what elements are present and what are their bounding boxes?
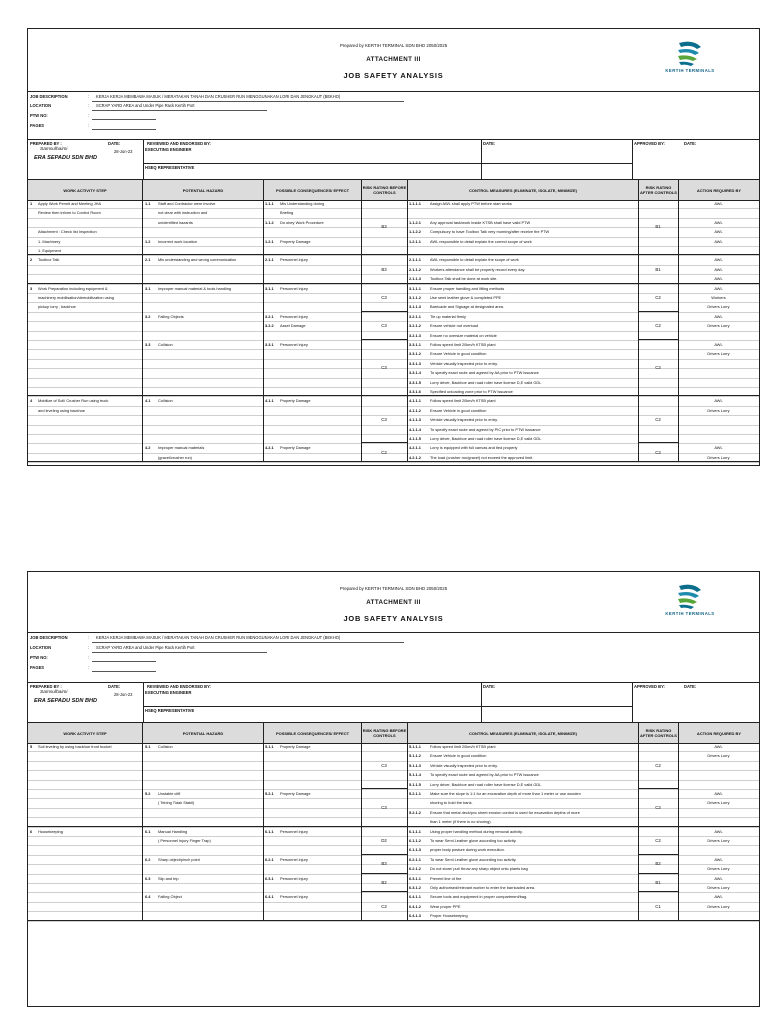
- hazard-text: ( Personnel Injury Finger Trap): [158, 838, 211, 843]
- control-text: Vehicle visually inspected prior to entry.: [430, 417, 498, 423]
- consequence-text: Property Damage: [280, 398, 311, 404]
- control-number: 6.1.1.3: [409, 847, 421, 853]
- header-action: ACTION REQUIRED BY: [678, 723, 759, 743]
- job-description-value: KERJA KERJA MEMBAWA MASUK / MERATAKAN TANAH DAN CRUSHER RUN MENGGUNAKAN LORI DAN JENGKAUT (BEKHO): [96, 635, 341, 640]
- control-number: 2.1.1.1: [409, 257, 421, 263]
- header-hazard: POTENTIAL HAZARD: [142, 723, 263, 743]
- step-number: 6: [30, 828, 33, 834]
- consequence-number: 1.2.1: [265, 238, 274, 244]
- hazard-text: Improper manual material & tools handling: [158, 285, 232, 291]
- risk-rating-before: C2: [381, 903, 387, 909]
- preparer-date: 28-Jun-23: [114, 149, 133, 154]
- date-label: DATE:: [108, 684, 121, 689]
- control-text: Follow speed limit 20km/h KTSB plant: [430, 744, 496, 749]
- consequence-number: 1.1.1: [265, 201, 274, 206]
- control-text: Follow speed limit 20km/h KTSB plant: [430, 398, 496, 404]
- hazard-number: 6.2: [145, 856, 151, 862]
- hazard-number: 3.1: [145, 285, 151, 291]
- action-text: Drivers Lorry: [707, 454, 730, 460]
- jsa-page-2: Prepared by KERTIH TERMINAL SDN BHD 2050/2025 ATTACHMENT III JOB SAFETY ANALYSIS KERTIH TERMINALS JOB DESCRIPTION : KERJA KERJA MEMBAWA MASUK / MERATAKAN TANAH DAN CRUSHER RUN MENGGUNAKAN LORI DAN JENGKAUT (BEKHO) LOCATION : SCRAP YARD AREA and Under Pipe Rack Kertih Port PTW NO: : PAGES : PREPARED BY : DATE: Samsulhaimi 28-Jun-23 ERA SEPADU SDN BHD REVIEWED AND ENDORSED BY: EXECUTING ENGINEER HSEQ REPRESENTATIVE DATE: APPROVED BY: DATE: WORK ACTIVITY STEP POTENTIAL HAZARD POSSIBLE CONSEQUENCES/ EFFECT RISK RATING BEFORE CONTROLS CONTROL MEASURES (ELIMINATE, ISOLATE, MINIMIZE) RISK RATING AFTER CONTROLS ACTION REQUIRED BY 5 Soil leveling by using backhoe front bucket 5.1 Collision 5.1.1 Property Damage 5.1.1.1 Follow speed limit 20km/h KTSB plant AWL 5.1.1.2 Ensure Vehicle in good condition Drivers Lorry 5.1.1.3 Vehicle visually inspected prior to entry. 5.1.1.4 To specify exact route and agreed by AA prior to PTW issuance 5.1.1.5 Lorry driver, Backhoe and road roller have license D,E valid GDL 5.2 Unstable cliff 5.2.1 Property Damage 5.2.1.1 Make sure the slope is 1:1 for an excavation depth of more than 1 meter or use wooden AWL ( Tebing Tidak Stabil) shoring to hold the bank. Drivers Lorry 5.2.1.2 Ensure that metal deck/pvc sheet erosion control is used for excavation depths of more than 1 meter (if there is no shoring). 6 Housekeeping 6.1 Manual Handling 6.1.1 Personnel injury 6.1.1.1 Using proper handling method during removal activity. AWL ( Personnel Injury Finger Trap) 6.1.1.2 To wear Semi Leather glove according too activity. Drivers Lorry 6.1.1.3 proper body posture during work execution. 6.2 Sharp object/pinch point 6.2.1 Personnel injury 6.2.1.1 To wear Semi Leather glove according too activity. AWL 6.2.1.2 Do not store/ put/ throw any sharp object onto plants bag Drivers Lorry 6.3 Slip and trip 6.3.1 Personnel injury 6.3.1.1 Prevent line of fire AWL 6.3.1.2 Only authorised/relevant worker to enter the barricaded area. Drivers Lorry 6.4 Falling Object 6.4.1 Personnel injury 6.4.1.1 Secure tools and equipment in proper compartment/bag. AWL 6.4.1.2 Wear proper PPE Drivers Lorry 6.4.1.3 Proper Housekeeping C3 C2 C3 C2 D2 C2 B3 B2 B2 B1 C2 C1: [27, 571, 760, 1007]
- step-text: pickup lorry , backhoe: [38, 304, 76, 310]
- consequence-text: Personnel injury: [280, 856, 308, 862]
- consequence-text: Personnel injury: [280, 257, 308, 263]
- table-header: [28, 179, 759, 201]
- approved-label: APPROVED BY:: [634, 684, 665, 689]
- control-number: 4.1.1.3: [409, 417, 421, 423]
- executing-engineer: EXECUTING ENGINEER: [145, 690, 192, 695]
- control-number: 5.1.1.5: [409, 781, 421, 787]
- consequence-text: Personnel injury: [280, 342, 308, 347]
- header-hazard: POTENTIAL HAZARD: [142, 180, 263, 200]
- control-text: Use semi leather glove & completed PPE: [430, 295, 502, 300]
- control-text: To specify exact route and agreed by AA prior to PTW issuance: [430, 772, 539, 778]
- control-text: Do not store/ put/ throw any sharp object onto plants bag: [430, 866, 528, 872]
- control-number: 1.1.1.1: [409, 201, 421, 206]
- hazard-text: not clear with instruction and: [158, 210, 208, 216]
- hazard-text: Improper manual materials: [158, 445, 205, 451]
- step-text: Apply Work Permit and Meeting JHA: [38, 201, 102, 206]
- action-text: AWL: [714, 201, 723, 206]
- date-label-3: DATE:: [684, 141, 697, 146]
- consequence-text: Personnel injury: [280, 894, 308, 900]
- header-risk-after: RISK RATING AFTER CONTROLS: [638, 723, 678, 743]
- control-number: 4.1.1.1: [409, 398, 421, 404]
- consequence-text: Do obey Work Procedure: [280, 219, 324, 225]
- risk-rating-after: C2: [655, 449, 661, 455]
- control-number: 4.1.1.5: [409, 436, 421, 441]
- jsa-table-body-2: [28, 742, 759, 1005]
- risk-rating-after: C2: [655, 416, 661, 422]
- control-text: Specified unloading zone prior to PTW issuance: [430, 389, 513, 394]
- risk-rating-after: B2: [655, 861, 661, 867]
- action-text: AWL: [714, 342, 723, 347]
- control-text: Only authorised/relevant worker to enter the barricaded area.: [430, 885, 536, 890]
- control-text: Secure tools and equipment in proper compartment/bag.: [430, 894, 528, 900]
- consequence-number: 5.2.1: [265, 791, 274, 796]
- control-text: Barricade and Signage at designated area.: [430, 304, 504, 310]
- hazard-text: Collision: [158, 744, 173, 749]
- hazard-number: 5.1: [145, 744, 151, 749]
- hazard-number: 6.3: [145, 875, 151, 881]
- consequence-number: 6.2.1: [265, 856, 274, 862]
- consequence-text: Mis Understanding during: [280, 201, 325, 206]
- step-text: Work Preparation including equipment &: [38, 285, 108, 291]
- header-consequence: POSSIBLE CONSEQUENCES/ EFFECT: [263, 723, 361, 743]
- hazard-number: 1.2: [145, 238, 151, 244]
- date-label: DATE:: [108, 141, 121, 146]
- logo-text: KERTIH TERMINALS: [665, 68, 715, 73]
- header-consequence: POSSIBLE CONSEQUENCES/ EFFECT: [263, 180, 361, 200]
- preparer-name: Samsulhaimi: [40, 147, 68, 152]
- control-number: 4.1.1.4: [409, 426, 421, 432]
- risk-rating-after: B1: [655, 266, 661, 272]
- control-number: 3.2.1.2: [409, 323, 421, 329]
- control-text: Make sure the slope is 1:1 for an excavation depth of more than 1 meter or use wooden: [430, 791, 581, 796]
- executing-engineer: EXECUTING ENGINEER: [145, 147, 192, 152]
- control-number: 1.1.2.1: [409, 219, 421, 225]
- control-number: 5.1.1.4: [409, 772, 421, 778]
- control-text: Vehicle visually inspected prior to entry.: [430, 360, 498, 366]
- hazard-text: Collision: [158, 342, 173, 347]
- step-text: 1. Machinery: [38, 238, 61, 244]
- risk-rating-before: B3: [381, 224, 387, 230]
- step-text: 1. Equipment: [38, 248, 61, 253]
- prepared-by-label: PREPARED BY :: [30, 684, 62, 689]
- control-text: Lorry driver, Backhoe and road roller have license D,E valid GDL: [430, 781, 542, 787]
- reviewed-label: REVIEWED AND ENDORSED BY:: [147, 684, 211, 689]
- hazard-text: Falling Objects: [158, 313, 184, 319]
- step-text: machinery mobilisation/demobilization using: [38, 295, 114, 300]
- hazard-text: Incorrect work location: [158, 238, 197, 244]
- risk-rating-before: C3: [381, 416, 387, 422]
- control-text: shoring to hold the bank.: [430, 800, 473, 806]
- control-number: 3.3.1.3: [409, 360, 421, 366]
- control-text: Ensure vehicle not overload: [430, 323, 479, 329]
- control-text: Follow speed limit 20km/h KTSB plant: [430, 342, 496, 347]
- action-text: AWL: [714, 257, 723, 263]
- preparer-company: ERA SEPADU SDN BHD: [34, 155, 98, 161]
- header-risk-after: RISK RATING AFTER CONTROLS: [638, 180, 678, 200]
- action-text: Drivers Lorry: [707, 323, 730, 329]
- control-text: Vehicle visually inspected prior to entry.: [430, 762, 498, 768]
- action-text: AWL: [714, 791, 723, 796]
- action-text: Drivers Lorry: [707, 800, 730, 806]
- control-text: To wear Semi Leather glove according too activity.: [430, 856, 517, 862]
- risk-rating-before: B3: [381, 861, 387, 867]
- logo-text: KERTIH TERMINALS: [665, 611, 715, 616]
- action-text: AWL: [714, 894, 723, 900]
- control-text: Ensure Vehicle in good condition: [430, 407, 487, 413]
- step-number: 1: [30, 201, 33, 206]
- consequence-number: 5.1.1: [265, 744, 274, 749]
- consequence-number: 1.1.2: [265, 219, 274, 225]
- location-value: SCRAP YARD AREA and Under Pipe Rack Kertih Port: [96, 103, 195, 108]
- action-text: AWL: [714, 238, 723, 244]
- control-text: Ensure Vehicle in good condition: [430, 753, 487, 759]
- risk-rating-after: B1: [655, 224, 661, 230]
- control-number: 3.1.1.3: [409, 304, 421, 310]
- kertih-terminals-logo: [665, 39, 715, 79]
- header-risk-before: RISK RATING BEFORE CONTROLS: [361, 180, 407, 200]
- control-text: Ensure proper handling and lifting methods: [430, 285, 505, 291]
- control-number: 4.2.1.1: [409, 445, 421, 451]
- control-text: Proper Housekeeping: [430, 913, 468, 919]
- risk-rating-before: C3: [381, 365, 387, 371]
- control-text: Lorry driver, Backhoe and road roller have license D,E valid GDL: [430, 379, 542, 385]
- action-text: Drivers Lorry: [707, 753, 730, 759]
- attachment-title: ATTACHMENT III: [366, 56, 421, 63]
- consequence-text: Briefing: [280, 210, 294, 216]
- jsa-table-body-1: [28, 199, 759, 464]
- hazard-number: 1.1: [145, 201, 151, 206]
- kertih-terminals-logo: [665, 582, 715, 622]
- consequence-text: Property Damage: [280, 445, 311, 451]
- control-text: Tie up material firmly: [430, 313, 466, 319]
- consequence-text: Property Damage: [280, 791, 311, 796]
- hazard-text: unidentified hazards: [158, 219, 193, 225]
- control-text: Ensure Vehicle in good condition: [430, 351, 487, 357]
- consequence-number: 2.1.1: [265, 257, 274, 263]
- risk-rating-before: C3: [381, 762, 387, 768]
- control-number: 5.2.1.2: [409, 809, 421, 815]
- risk-rating-after: C2: [655, 365, 661, 371]
- control-text: Lorry is equipped with full canvas and tied properly: [430, 445, 518, 451]
- header-control: CONTROL MEASURES (ELIMINATE, ISOLATE, MINIMIZE): [407, 723, 638, 743]
- hazard-number: 2.1: [145, 257, 151, 263]
- control-text: To wear Semi Leather glove according too activity.: [430, 838, 517, 843]
- control-number: 6.4.1.2: [409, 903, 421, 909]
- consequence-number: 6.3.1: [265, 875, 274, 881]
- control-number: 5.1.1.3: [409, 762, 421, 768]
- hazard-text: Staff and Contractor were involve: [158, 201, 216, 206]
- control-text: Ensure that metal deck/pvc sheet erosion control is used for excavation depths of more: [430, 809, 580, 815]
- consequence-text: Asset Damage: [280, 323, 306, 329]
- action-text: Drivers Lorry: [707, 407, 730, 413]
- control-text: AWL responsible to detail explain the scope of work: [430, 257, 519, 263]
- hazard-text: Unstable cliff: [158, 791, 181, 796]
- header-control: CONTROL MEASURES (ELIMINATE, ISOLATE, MINIMIZE): [407, 180, 638, 200]
- hazard-number: 5.2: [145, 791, 151, 796]
- action-text: Drivers Lorry: [707, 351, 730, 357]
- hazard-text: Falling Object: [158, 894, 182, 900]
- jsa-page-1: Prepared by KERTIH TERMINAL SDN BHD 2050/2025 ATTACHMENT III JOB SAFETY ANALYSIS KERTIH TERMINALS JOB DESCRIPTION : KERJA KERJA MEMBAWA MASUK / MERATAKAN TANAH DAN CRUSHER RUN MENGGUNAKAN LORI DAN JENGKAUT (BEKHO) LOCATION : SCRAP YARD AREA and Under Pipe Rack Kertih Port PTW NO: : PAGES : PREPARED BY : DATE: Samsulhaimi 28-Jun-23 ERA SEPADU SDN BHD REVIEWED AND ENDORSED BY: EXECUTING ENGINEER HSEQ REPRESENTATIVE DATE: APPROVED BY: DATE: WORK ACTIVITY STEP POTENTIAL HAZARD POSSIBLE CONSEQUENCES/ EFFECT RISK RATING BEFORE CONTROLS CONTROL MEASURES (ELIMINATE, ISOLATE, MINIMIZE) RISK RATING AFTER CONTROLS ACTION REQUIRED BY 1 Apply Work Permit and Meeting JHA 1.1 Staff and Contractor were involve 1.1.1 Mis Understanding during 1.1.1.1 Assign AWL shall apply PTW before start works AWL Review then inform to Control Room not clear with instruction and Briefing unidentified hazards 1.1.2 Do obey Work Procedure 1.1.2.1 Any approval task/work inside KTSB shall have valid PTW AWL Attachment : Check list Inspection 1.1.2.2 Compulsory to have Toolbox Talk very morning/after receive the PTW AWL 1. Machinery 1.2 Incorrect work location 1.2.1 Property Damage 1.2.1.1 AWL responsible to detail explain the correct scope of work AWL 1. Equipment 2 Toolbox Talk 2.1 Mis understanding and wrong communication 2.1.1 Personnel injury 2.1.1.1 AWL responsible to detail explain the scope of work AWL 2.1.1.2 Workers attendance shall be properly record every day. AWL 2.1.1.3 Toolbox Talk shall be done at work site. AWL 3 Work Preparation including equipment & 3.1 Improper manual material & tools handling 3.1.1 Personnel injury 3.1.1.1 Ensure proper handling and lifting methods AWL machinery mobilisation/demobilization using 3.1.1.2 Use semi leather glove & completed PPE Workers pickup lorry , backhoe 3.1.1.3 Barricade and Signage at designated area. Drivers Lorry 3.2 Falling Objects 3.2.1 Personnel injury 3.2.1.1 Tie up material firmly AWL 3.2.2 Asset Damage 3.2.1.2 Ensure vehicle not overload Drivers Lorry 3.2.1.3 Ensure no oversize material on vehicle 3.3 Collision 3.3.1 Personnel injury 3.3.1.1 Follow speed limit 20km/h KTSB plant AWL 3.3.1.2 Ensure Vehicle in good condition Drivers Lorry 3.3.1.3 Vehicle visually inspected prior to entry. 3.3.1.4 To specify exact route and agreed by AA prior to PTW issuance 3.3.1.5 Lorry driver, Backhoe and road roller have license D,E valid GDL 3.3.1.6 Specified unloading zone prior to PTW issuance 4 Mobilize of Soil/ Crusher Run using truck 4.1 Collision 4.1.1 Property Damage 4.1.1.1 Follow speed limit 20km/h KTSB plant AWL and leveling using backhoe 4.1.1.2 Ensure Vehicle in good condition Drivers Lorry 4.1.1.3 Vehicle visually inspected prior to entry. 4.1.1.4 To specify exact route and agreed by PIC prior to PTW issuance 4.1.1.5 Lorry driver, Backhoe and road roller have license D,E valid GDL 4.2 Improper manual materials 4.2.1 Property Damage 4.2.1.1 Lorry is equipped with full canvas and tied properly AWL (gravel/crusher run) 4.2.1.2 The load (crusher run/gravel) not exceed the approved limit. Drivers Lorry B3 B1 B3 B1 C3 C2 C3 C2 C3 C2 C3 C2 C2 C2: [27, 28, 760, 466]
- risk-rating-before: B3: [381, 266, 387, 272]
- risk-rating-before: D2: [381, 837, 387, 843]
- control-number: 6.1.1.2: [409, 838, 421, 843]
- control-number: 6.4.1.1: [409, 894, 421, 900]
- action-text: Drivers Lorry: [707, 866, 730, 872]
- hazard-number: 6.1: [145, 828, 151, 834]
- control-text: AWL responsible to detail explain the correct scope of work: [430, 238, 532, 244]
- action-text: AWL: [714, 229, 723, 235]
- control-text: Assign AWL shall apply PTW before start works: [430, 201, 512, 206]
- approved-label: APPROVED BY:: [634, 141, 665, 146]
- step-text: Toolbox Talk: [38, 257, 60, 263]
- hazard-text: Manual Handling: [158, 828, 188, 834]
- reviewed-label: REVIEWED AND ENDORSED BY:: [147, 141, 211, 146]
- control-number: 3.1.1.1: [409, 285, 421, 291]
- control-number: 3.2.1.3: [409, 332, 421, 338]
- action-text: Workers: [711, 295, 726, 300]
- consequence-text: Personnel injury: [280, 828, 308, 834]
- control-text: To specify exact route and agreed by AA prior to PTW issuance: [430, 370, 539, 376]
- header-risk-before: RISK RATING BEFORE CONTROLS: [361, 723, 407, 743]
- prepared-by-label: PREPARED BY :: [30, 141, 62, 146]
- date-label-2: DATE:: [483, 684, 496, 689]
- hazard-number: 4.2: [145, 445, 151, 451]
- date-label-2: DATE:: [483, 141, 496, 146]
- control-text: Wear proper PPE: [430, 903, 461, 909]
- action-text: AWL: [714, 219, 723, 225]
- step-text: Housekeeping: [38, 828, 63, 834]
- hazard-number: 6.4: [145, 894, 151, 900]
- control-number: 5.1.1.2: [409, 753, 421, 759]
- consequence-number: 4.2.1: [265, 445, 274, 451]
- control-text: Compulsory to have Toolbox Talk very morning/after receive the PTW: [430, 229, 550, 235]
- control-text: than 1 meter (if there is no shoring).: [430, 819, 492, 825]
- control-number: 4.1.1.2: [409, 407, 421, 413]
- control-text: The load (crusher run/gravel) not exceed the approved limit.: [430, 454, 534, 460]
- control-number: 5.1.1.1: [409, 744, 421, 749]
- action-text: AWL: [714, 313, 723, 319]
- control-text: Any approval task/work inside KTSB shall have valid PTW: [430, 219, 531, 225]
- action-text: AWL: [714, 285, 723, 291]
- consequence-number: 4.1.1: [265, 398, 274, 404]
- consequence-number: 6.1.1: [265, 828, 274, 834]
- risk-rating-after: C2: [655, 804, 661, 810]
- control-number: 6.2.1.1: [409, 856, 421, 862]
- preparer-date: 28-Jun-23: [114, 692, 133, 697]
- control-number: 4.2.1.2: [409, 454, 421, 460]
- hazard-number: 3.2: [145, 313, 151, 319]
- control-text: Lorry driver, Backhoe and road roller have license D,E valid GDL: [430, 436, 542, 441]
- date-label-3: DATE:: [684, 684, 697, 689]
- risk-rating-after: C2: [655, 322, 661, 328]
- header-step: WORK ACTIVITY STEP: [63, 187, 107, 193]
- risk-rating-before: C3: [381, 804, 387, 810]
- consequence-text: Personnel injury: [280, 875, 308, 881]
- prepared-by-company: Prepared by KERTIH TERMINAL SDN BHD 2050/2025: [339, 586, 448, 591]
- control-number: 3.3.1.1: [409, 342, 421, 347]
- control-text: proper body posture during work execution.: [430, 847, 505, 853]
- consequence-text: Property Damage: [280, 238, 311, 244]
- risk-rating-after: C2: [655, 294, 661, 300]
- control-number: 6.4.1.3: [409, 913, 421, 919]
- control-number: 3.2.1.1: [409, 313, 421, 319]
- consequence-text: Personnel injury: [280, 313, 308, 319]
- control-text: Prevent line of fire: [430, 875, 462, 881]
- control-number: 1.2.1.1: [409, 238, 421, 244]
- hazard-text: Collision: [158, 398, 173, 404]
- control-text: Toolbox Talk shall be done at work site.: [430, 276, 498, 282]
- header-step: WORK ACTIVITY STEP: [63, 730, 107, 736]
- control-number: 6.3.1.2: [409, 885, 421, 890]
- action-text: AWL: [714, 828, 723, 834]
- risk-rating-after: C2: [655, 837, 661, 843]
- control-number: 2.1.1.3: [409, 276, 421, 282]
- control-number: 6.1.1.1: [409, 828, 421, 834]
- action-text: Drivers Lorry: [707, 838, 730, 843]
- consequence-number: 3.1.1: [265, 285, 274, 291]
- prepared-by-company: Prepared by KERTIH TERMINAL SDN BHD 2050/2025: [339, 43, 448, 48]
- control-number: 3.3.1.2: [409, 351, 421, 357]
- risk-rating-after: B1: [655, 880, 661, 885]
- action-text: AWL: [714, 276, 723, 282]
- hazard-text: Mis understanding and wrong communication: [158, 257, 237, 263]
- control-number: 3.3.1.5: [409, 379, 421, 385]
- hseq-representative: HSEQ REPRESENTATIVE: [145, 165, 195, 170]
- preparer-company: ERA SEPADU SDN BHD: [34, 698, 98, 704]
- action-text: AWL: [714, 856, 723, 862]
- risk-rating-after: C1: [655, 903, 661, 909]
- step-number: 5: [30, 744, 33, 749]
- control-text: To specify exact route and agreed by PIC prior to PTW issuance: [430, 426, 541, 432]
- risk-rating-before: C3: [381, 322, 387, 328]
- control-text: Using proper handling method during removal activity.: [430, 828, 523, 834]
- consequence-number: 3.2.1: [265, 313, 274, 319]
- document-title: JOB SAFETY ANALYSIS: [343, 614, 444, 623]
- hazard-text: (gravel/crusher run): [158, 454, 192, 460]
- action-text: AWL: [714, 398, 723, 404]
- risk-rating-before: B2: [381, 880, 387, 885]
- hseq-representative: HSEQ REPRESENTATIVE: [145, 708, 195, 713]
- action-text: Drivers Lorry: [707, 885, 730, 890]
- control-number: 3.3.1.6: [409, 389, 421, 394]
- consequence-number: 3.3.1: [265, 342, 274, 347]
- control-number: 6.2.1.2: [409, 866, 421, 872]
- step-number: 4: [30, 398, 33, 404]
- action-text: Drivers Lorry: [707, 304, 730, 310]
- attachment-title: ATTACHMENT III: [366, 599, 421, 606]
- control-text: Ensure no oversize material on vehicle: [430, 332, 497, 338]
- step-text: Mobilize of Soil/ Crusher Run using truck: [38, 398, 109, 404]
- document-title: JOB SAFETY ANALYSIS: [343, 71, 444, 80]
- action-text: AWL: [714, 875, 723, 881]
- hazard-text: ( Tebing Tidak Stabil): [158, 800, 195, 806]
- control-number: 6.3.1.1: [409, 875, 421, 881]
- job-description-value: KERJA KERJA MEMBAWA MASUK / MERATAKAN TANAH DAN CRUSHER RUN MENGGUNAKAN LORI DAN JENGKAUT (BEKHO): [96, 94, 341, 99]
- control-number: 5.2.1.1: [409, 791, 421, 796]
- action-text: AWL: [714, 266, 723, 272]
- step-number: 3: [30, 285, 33, 291]
- risk-rating-before: C3: [381, 294, 387, 300]
- consequence-text: Personnel injury: [280, 285, 308, 291]
- hazard-number: 4.1: [145, 398, 151, 404]
- control-number: 3.3.1.4: [409, 370, 421, 376]
- consequence-number: 3.2.2: [265, 323, 274, 329]
- action-text: AWL: [714, 744, 723, 749]
- consequence-number: 6.4.1: [265, 894, 274, 900]
- control-number: 1.1.2.2: [409, 229, 421, 235]
- step-text: Attachment : Check list Inspection: [38, 229, 97, 235]
- action-text: AWL: [714, 445, 723, 451]
- step-text: Soil leveling by using backhoe front bucket: [38, 744, 112, 749]
- step-text: and leveling using backhoe: [38, 407, 85, 413]
- action-text: Drivers Lorry: [707, 903, 730, 909]
- hazard-text: Slip and trip: [158, 875, 179, 881]
- table-header: [28, 722, 759, 744]
- control-number: 3.1.1.2: [409, 295, 421, 300]
- consequence-text: Property Damage: [280, 744, 311, 749]
- control-text: Workers attendance shall be properly record every day.: [430, 266, 526, 272]
- hazard-text: Sharp object/pinch point: [158, 856, 200, 862]
- step-number: 2: [30, 257, 33, 263]
- preparer-name: Samsulhaimi: [40, 690, 68, 695]
- step-text: Review then inform to Control Room: [38, 210, 101, 216]
- risk-rating-before: C2: [381, 449, 387, 455]
- control-number: 2.1.1.2: [409, 266, 421, 272]
- hazard-number: 3.3: [145, 342, 151, 347]
- risk-rating-after: C2: [655, 762, 661, 768]
- location-value: SCRAP YARD AREA and Under Pipe Rack Kertih Port: [96, 645, 195, 650]
- header-action: ACTION REQUIRED BY: [678, 180, 759, 200]
